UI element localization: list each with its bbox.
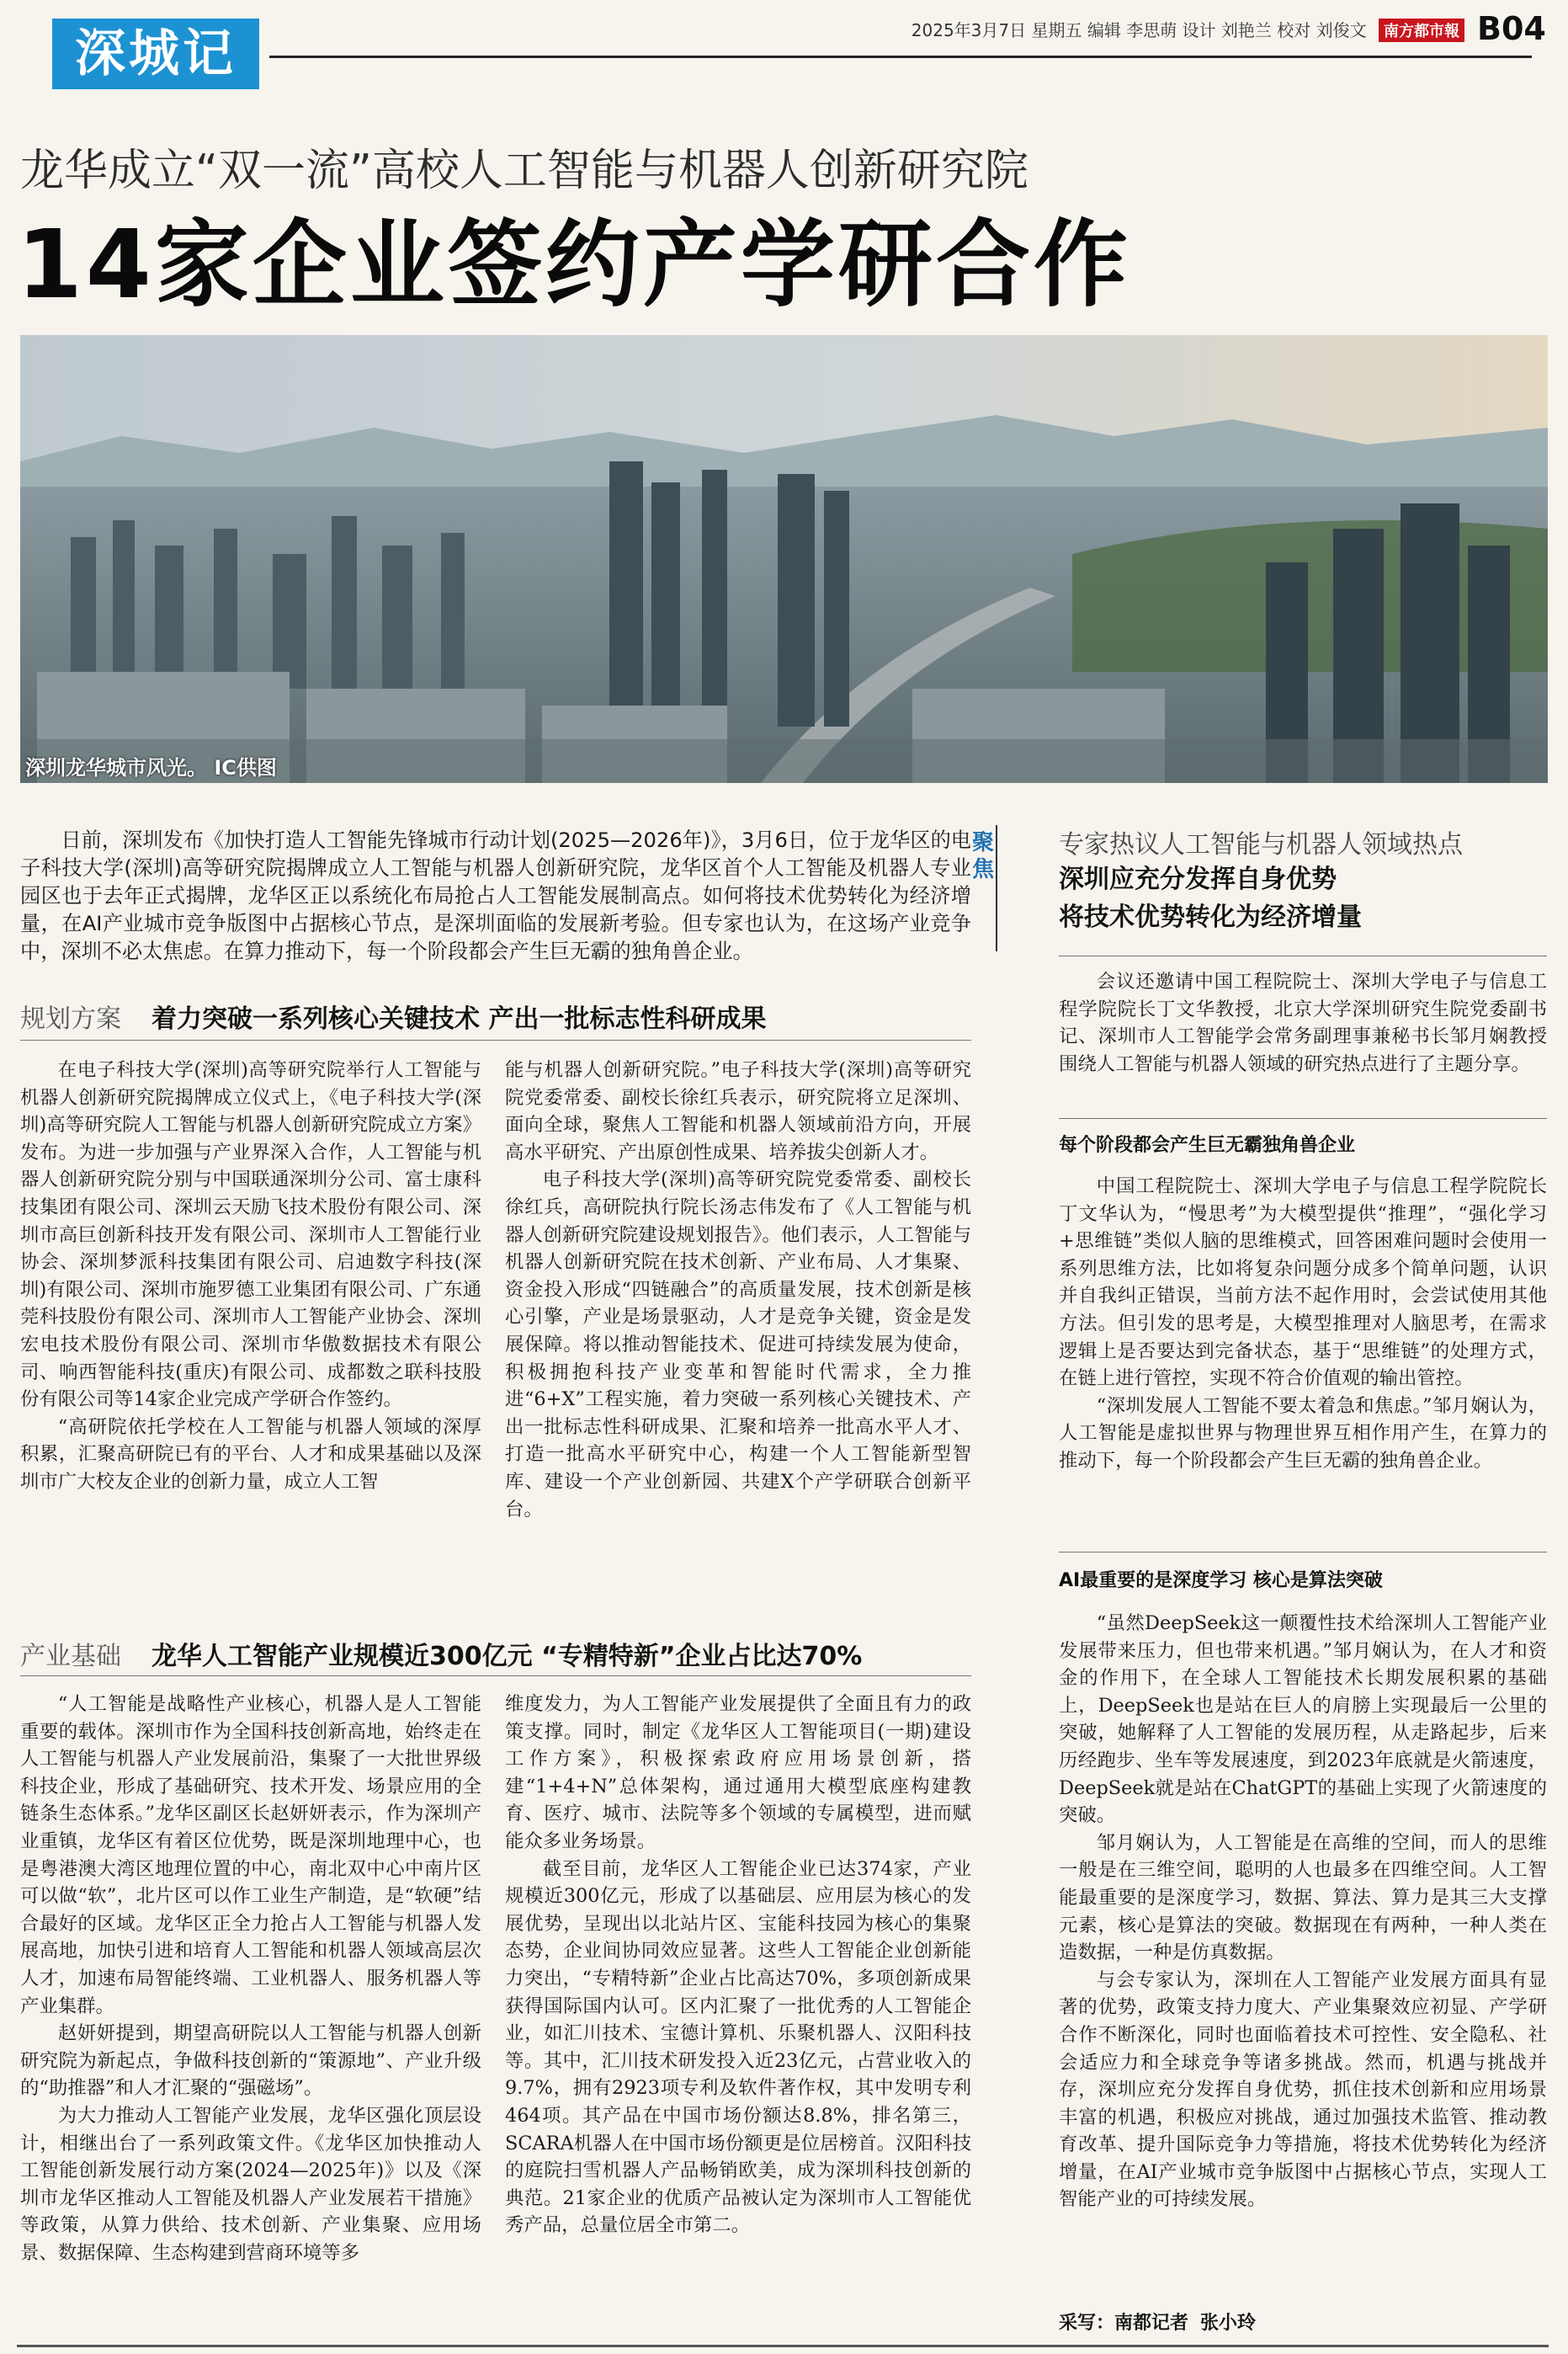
lead-paragraph	[20, 827, 971, 966]
section1-col2	[505, 1057, 971, 1523]
right-title-line1: 深圳应充分发挥自身优势	[1059, 865, 1337, 894]
section1-title: 着力突破一系列核心关键技术 产出一批标志性科研成果	[151, 1004, 767, 1034]
paper-logo: 南方都市報	[1379, 19, 1464, 42]
bottom-rule	[17, 2345, 1549, 2347]
masthead-rule	[269, 56, 1532, 58]
issue-info: 2025年3月7日 星期五 编辑 李思萌 设计 刘艳兰 校对 刘俊文	[911, 20, 1367, 40]
city-photo	[20, 335, 1548, 783]
right-intro	[1059, 968, 1547, 1078]
byline	[1059, 2309, 1268, 2335]
column-divider	[996, 825, 997, 951]
byline-name: 张小玲	[1200, 2313, 1257, 2334]
paragraph: “人工智能是战略性产业核心，机器人是人工智能重要的载体。深圳市作为全国科技创新高地，始终走在人工智能与机器人产业发展前沿，集聚了一大批世界级科技企业，形成了基础研究、技术开发、场景应用的全链条生态体系。”龙华区副区长赵妍妍表示，作为深圳产业重镇，龙华区有着区位优势，既是深圳地理中心，也是粤港澳大湾区地理位置的中心，南北双中心中南片区可以做“软”，北片区可以作工业生产制造，是“软硬”结合最好的区域。龙华区正全力抢占人工智能与机器人发展高地，加快引进和培育人工智能和机器人领域高层次人才，加速布局智能终端、工业机器人、服务机器人等产业集群。	[20, 1693, 481, 2017]
section1-col1	[20, 1057, 481, 1496]
right-kicker: 专家热议人工智能与机器人领域热点	[1059, 830, 1463, 860]
paragraph: 截至目前，龙华区人工智能企业已达374家，产业规模近300亿元，形成了以基础层、应用层为核心的发展优势，呈现出以北站片区、宝能科技园为核心的集聚态势，企业间协同效应显著。这些人工智能企业创新能力突出，“专精特新”企业占比高达70%，多项创新成果获得国际国内认可。区内汇聚了一批优秀的人工智能企业，如汇川技术、宝德计算机、乐聚机器人、汉阳科技等。其中，汇川技术研发投入近23亿元，占营业收入的9.7%，拥有2923项专利及软件著作权，其中发明专利464项。其产品在中国市场份额达8.8%，排名第三，SCARA机器人在中国市场份额更是位居榜首。汉阳科技的庭院扫雪机器人产品畅销欧美，成为深圳科技创新的典范。21家企业的优质产品被认定为深圳市人工智能优秀产品，总量位居全市第二。	[505, 1857, 971, 2237]
section1-rule	[20, 1040, 971, 1041]
section1-header	[20, 998, 766, 1035]
right-sub1-rule	[1059, 1118, 1547, 1119]
right-sub2-body	[1059, 1610, 1547, 2213]
paragraph: “虽然DeepSeek这一颠覆性技术给深圳人工智能产业发展带来压力，但也带来机遇。”邹月娴认为，在人才和资金的作用下，在全球人工智能技术长期发展积累的基础上，DeepSeek也是站在巨人的肩膀上实现最后一公里的突破，她解释了人工智能的发展历程，从走路起步，后来历经跑步、坐车等发展速度，到2023年底就是火箭速度，DeepSeek就是站在ChatGPT的基础上实现了火箭速度的突破。	[1059, 1612, 1547, 1827]
paragraph: 能与机器人创新研究院。”电子科技大学(深圳)高等研究院党委常委、副校长徐红兵表示，研究院将立足深圳、面向全球，聚焦人工智能和机器人领域前沿方向，开展高水平研究、产出原创性成果、培养拔尖创新人才。	[505, 1059, 971, 1164]
paragraph: “深圳发展人工智能不要太着急和焦虑。”邹月娴认为，人工智能是虚拟世界与物理世界互相作用产生，在算力的推动下，每一个阶段都会产生巨无霸的独角兽企业。	[1059, 1394, 1547, 1472]
right-title	[1059, 860, 1530, 936]
photo-caption: 深圳龙华城市风光。 IC供图	[25, 756, 277, 780]
right-sub1: 每个阶段都会产生巨无霸独角兽企业	[1059, 1135, 1356, 1156]
section-tag: 深城记	[52, 19, 259, 89]
paragraph: 赵妍妍提到，期望高研院以人工智能与机器人创新研究院为新起点，争做科技创新的“策源地”、产业升级的“助推器”和人才汇聚的“强磁场”。	[20, 2022, 481, 2100]
right-sub1-body	[1059, 1173, 1547, 1475]
masthead-info	[875, 17, 1464, 42]
byline-label: 采写：南都记者	[1059, 2313, 1189, 2334]
section2-title: 龙华人工智能产业规模近300亿元 “专精特新”企业占比达70%	[151, 1642, 863, 1671]
paragraph: 会议还邀请中国工程院院士、深圳大学电子与信息工程学院院长丁文华教授，北京大学深圳研究生院党委副书记、深圳市人工智能学会常务副理事兼秘书长邹月娴教授围绕人工智能与机器人领域的研究热点进行了主题分享。	[1059, 971, 1547, 1075]
right-sub2: AI最重要的是深度学习 核心是算法突破	[1059, 1570, 1383, 1591]
paragraph: 与会专家认为，深圳在人工智能产业发展方面具有显著的优势，政策支持力度大、产业集聚效应初显、产学研合作不断深化，同时也面临着技术可控性、安全隐私、社会适应力和全球竞争等诸多挑战。然而，机遇与挑战并存，深圳应充分发挥自身优势，抓住技术创新和应用场景丰富的机遇，积极应对挑战，通过加强技术监管、推动教育改革、提升国际竞争力等措施，将技术优势转化为经济增量，在AI产业城市竞争版图中占据核心节点，实现人工智能产业的可持续发展。	[1059, 1968, 1547, 2211]
paragraph: “高研院依托学校在人工智能与机器人领域的深厚积累，汇聚高研院已有的平台、人才和成果基础以及深圳市广大校友企业的创新力量，成立人工智	[20, 1415, 481, 1493]
city-skyline-illustration	[20, 335, 1548, 783]
section1-kicker: 规划方案	[20, 1004, 121, 1034]
headline: 14家企业签约产学研合作	[17, 210, 1131, 320]
section2-col2	[505, 1691, 971, 2239]
focus-label: 聚焦	[972, 830, 995, 882]
right-title-line2: 将技术优势转化为经济增量	[1059, 903, 1362, 932]
paragraph: 中国工程院院士、深圳大学电子与信息工程学院院长丁文华认为，“慢思考”为大模型提供“推理”，“强化学习+思维链”类似人脑的思维模式，回答困难问题时会使用一系列思维方法，比如将复杂问题分成多个简单问题，认识并自我纠正错误，当前方法不起作用时，会尝试使用其他方法。但引发的思考是，大模型推理对人脑思考，在需求逻辑上是否要达到完备状态，基于“思维链”的处理方式，在链上进行管控，实现不符合价值观的输出管控。	[1059, 1175, 1547, 1390]
section2-header	[20, 1635, 862, 1672]
section2-kicker: 产业基础	[20, 1642, 121, 1671]
paragraph: 电子科技大学(深圳)高等研究院党委常委、副校长徐红兵，高研院执行院长汤志伟发布了《人工智能与机器人创新研究院建设规划报告》。他们表示，人工智能与机器人创新研究院在技术创新、产业布局、人才集聚、资金投入形成“四链融合”的高质量发展，技术创新是核心引擎，产业是场景驱动，人才是竞争关键，资金是发展保障。将以推动智能技术、促进可持续发展为使命，积极拥抱科技产业变革和智能时代需求，全力推进“6+X”工程实施，着力突破一系列核心关键技术、产出一批标志性科研成果、汇聚和培养一批高水平人才、打造一批高水平研究中心，构建一个人工智能新型智库、建设一个产业创新园、共建X个产学研联合创新平台。	[505, 1169, 971, 1521]
paragraph: 为大力推动人工智能产业发展，龙华区强化顶层设计，相继出台了一系列政策文件。《龙华区加快推动人工智能创新发展行动方案(2024—2025年)》以及《深圳市龙华区推动人工智能及机器人产业发展若干措施》等政策，从算力供给、技术创新、产业集聚、应用场景、数据保障、生态构建到营商环境等多	[20, 2104, 481, 2264]
paragraph: 在电子科技大学(深圳)高等研究院举行人工智能与机器人创新研究院揭牌成立仪式上，《电子科技大学(深圳)高等研究院人工智能与机器人创新研究院成立方案》发布。为进一步加强与产业界深入合作，人工智能与机器人创新研究院分别与中国联通深圳分公司、富士康科技集团有限公司、深圳云天励飞技术股份有限公司、深圳市高巨创新科技开发有限公司、深圳市人工智能行业协会、深圳梦派科技集团有限公司、启迪数字科技(深圳)有限公司、深圳市施罗德工业集团有限公司、广东通莞科技股份有限公司、深圳市人工智能产业协会、深圳宏电技术股份有限公司、深圳市华傲数据技术有限公司、响西智能科技(重庆)有限公司、成都数之联科技股份有限公司等14家企业完成产学研合作签约。	[20, 1059, 481, 1411]
subheadline: 龙华成立“双一流”高校人工智能与机器人创新研究院	[20, 146, 1029, 196]
page-number: B04	[1477, 10, 1546, 47]
section2-col1	[20, 1691, 481, 2266]
paragraph: 维度发力，为人工智能产业发展提供了全面且有力的政策支撑。同时，制定《龙华区人工智能项目(一期)建设工作方案》，积极探索政府应用场景创新，搭建“1+4+N”总体架构，通过通用大模型底座构建教育、医疗、城市、法院等多个领域的专属模型，进而赋能众多业务场景。	[505, 1693, 971, 1852]
section2-rule	[20, 1675, 971, 1676]
lead-text: 日前，深圳发布《加快打造人工智能先锋城市行动计划(2025—2026年)》，3月6日，位于龙华区的电子科技大学(深圳)高等研究院揭牌成立人工智能与机器人创新研究院，龙华区首个人工智能及机器人专业园区也于去年正式揭牌，龙华区正以系统化布局抢占人工智能发展制高点。如何将技术优势转化为经济增量，在AI产业城市竞争版图中占据核心节点，是深圳面临的发展新考验。但专家也认为，在这场产业竞争中，深圳不必太焦虑。在算力推动下，每一个阶段都会产生巨无霸的独角兽企业。	[20, 828, 971, 963]
paragraph: 邹月娴认为，人工智能是在高维的空间，而人的思维一般是在三维空间，聪明的人也最多在四维空间。人工智能最重要的是深度学习，数据、算法、算力是其三大支撑元素，核心是算法的突破。数据现在有两种，一种人类在造数据，一种是仿真数据。	[1059, 1831, 1547, 1964]
